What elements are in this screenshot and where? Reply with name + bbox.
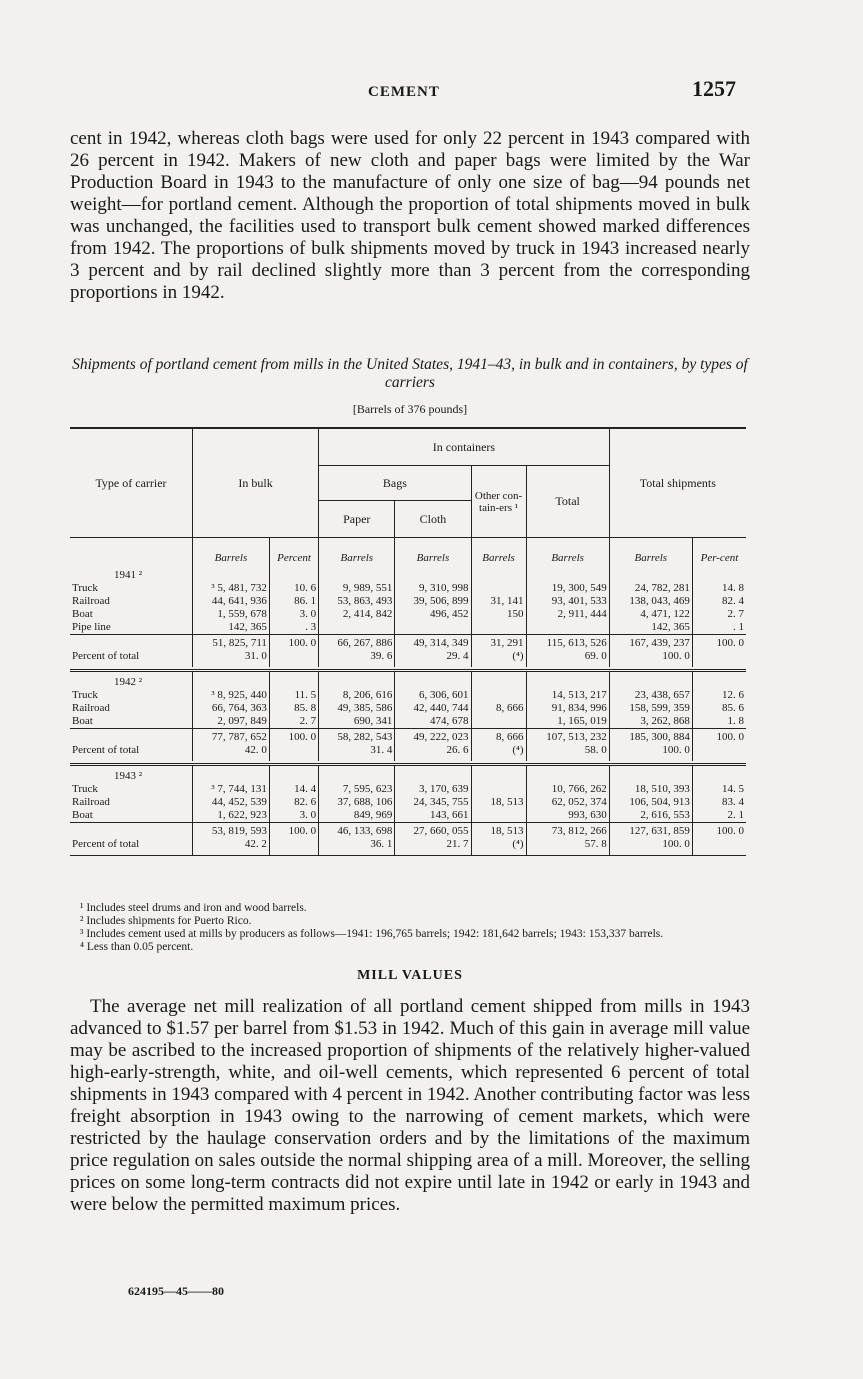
percent-cell: 69. 0 (526, 650, 609, 667)
table-cell: 14. 5 (692, 783, 746, 796)
subtotal-cell: 100. 0 (692, 729, 746, 745)
empty-cell (609, 565, 692, 582)
empty-cell (395, 565, 471, 582)
table-row (70, 621, 746, 635)
table-cell (319, 621, 395, 635)
subtotal-cell: 53, 819, 593 (193, 823, 270, 839)
units-cell: Barrels (395, 538, 471, 566)
table-cell: 993, 630 (526, 809, 609, 823)
table-cell: 3, 262, 868 (609, 715, 692, 729)
table-cell: 1, 622, 923 (193, 809, 270, 823)
table-cell: 8, 666 (471, 702, 526, 715)
table-cell: 474, 678 (395, 715, 471, 729)
footnote: ³ Includes cement used at mills by producers as follows—1941: 196,765 barrels; 1942: 181,642 barrels; 1943: 153,337 barrels. (80, 928, 664, 940)
header-cloth: Cloth (395, 501, 471, 538)
table-cell: 86. 1 (269, 595, 318, 608)
subtotal-label (70, 635, 193, 651)
subtotal-cell: 100. 0 (692, 635, 746, 651)
carrier-label: Truck (72, 783, 98, 795)
table-cell: ³ 5, 481, 732 (193, 582, 270, 595)
subtotal-label (70, 729, 193, 745)
footnote: ⁴ Less than 0.05 percent. (80, 941, 194, 953)
subtotal-cell: 51, 825, 711 (193, 635, 270, 651)
table-cell: 6, 306, 601 (395, 689, 471, 702)
table-cell: 150 (471, 608, 526, 621)
empty-cell (319, 765, 395, 784)
empty-cell (692, 565, 746, 582)
table-cell: ³ 8, 925, 440 (193, 689, 270, 702)
percent-cell (269, 744, 318, 761)
table-cell: 14, 513, 217 (526, 689, 609, 702)
footnote: ¹ Includes steel drums and iron and wood barrels. (80, 902, 307, 914)
empty-cell (526, 765, 609, 784)
table-cell: 9, 989, 551 (319, 582, 395, 595)
year-label: 1943 ² (114, 770, 143, 782)
empty-cell (269, 565, 318, 582)
year-row (70, 671, 746, 690)
table-cell: 143, 661 (395, 809, 471, 823)
units-cell: Barrels (526, 538, 609, 566)
running-header-title: CEMENT (368, 84, 440, 100)
table-cell: 7, 595, 623 (319, 783, 395, 796)
table-cell: . 1 (692, 621, 746, 635)
table-cell: 66, 764, 363 (193, 702, 270, 715)
table-cell (471, 689, 526, 702)
subtotal-cell: 27, 660, 055 (395, 823, 471, 839)
units-cell: Barrels (319, 538, 395, 566)
percent-cell: 100. 0 (609, 744, 692, 761)
empty-cell (395, 671, 471, 690)
table-cell: 18, 510, 393 (609, 783, 692, 796)
mill-values-paragraph (70, 996, 750, 1216)
print-code: 624195—45——80 (128, 1284, 224, 1298)
table-row (70, 595, 746, 608)
year-row (70, 565, 746, 582)
percent-cell: 29. 4 (395, 650, 471, 667)
table-row (70, 783, 746, 796)
empty-cell (319, 671, 395, 690)
empty-cell (692, 765, 746, 784)
table-row (70, 702, 746, 715)
year-label: 1941 ² (114, 569, 143, 581)
empty-cell (395, 765, 471, 784)
subtotal-cell: 58, 282, 543 (319, 729, 395, 745)
carrier-label: Boat (72, 809, 93, 821)
table-cell: 83. 4 (692, 796, 746, 809)
table-cell (471, 783, 526, 796)
table-row (70, 796, 746, 809)
table-units-note: [Barrels of 376 pounds] (352, 402, 468, 416)
subtotal-cell: 100. 0 (269, 729, 318, 745)
table-cell: 2. 7 (269, 715, 318, 729)
table-cell: 44, 452, 539 (193, 796, 270, 809)
table-cell: 14. 4 (269, 783, 318, 796)
table-cell: 62, 052, 374 (526, 796, 609, 809)
carrier-label: Truck (72, 582, 98, 594)
table-row (70, 608, 746, 621)
header-total-shipments: Total shipments (609, 428, 746, 538)
table-body (70, 538, 746, 856)
percent-cell: 36. 1 (319, 838, 395, 856)
header-bags: Bags (319, 466, 471, 501)
percent-cell: 31. 4 (319, 744, 395, 761)
subtotal-cell: 77, 787, 652 (193, 729, 270, 745)
table-cell: 53, 863, 493 (319, 595, 395, 608)
subtotal-cell: 100. 0 (269, 823, 318, 839)
header-in-bulk: In bulk (193, 428, 319, 538)
subtotal-cell: 107, 513, 232 (526, 729, 609, 745)
percent-cell: (⁴) (471, 744, 526, 761)
table-cell: 91, 834, 996 (526, 702, 609, 715)
subtotal-cell: 49, 222, 023 (395, 729, 471, 745)
table-cell: 690, 341 (319, 715, 395, 729)
units-cell: Barrels (471, 538, 526, 566)
percent-cell: 39. 6 (319, 650, 395, 667)
table-cell: 39, 506, 899 (395, 595, 471, 608)
percent-cell: 42. 0 (193, 744, 270, 761)
table-cell: 106, 504, 913 (609, 796, 692, 809)
percent-row (70, 838, 746, 856)
table-cell: 1, 165, 019 (526, 715, 609, 729)
percent-cell: 57. 8 (526, 838, 609, 856)
percent-cell: 100. 0 (609, 838, 692, 856)
percent-cell (692, 838, 746, 856)
table-cell: 9, 310, 998 (395, 582, 471, 595)
table-caption: Shipments of portland cement from mills in the United States, 1941–43, in bulk and in containers, by types of carriers (72, 356, 748, 391)
table-cell: 11. 5 (269, 689, 318, 702)
table-cell: 44, 641, 936 (193, 595, 270, 608)
header-in-containers: In containers (319, 428, 610, 466)
percent-cell: 31. 0 (193, 650, 270, 667)
empty-cell (269, 671, 318, 690)
empty-cell (193, 765, 270, 784)
subtotal-cell: 185, 300, 884 (609, 729, 692, 745)
table-cell (471, 582, 526, 595)
table-cell: 138, 043, 469 (609, 595, 692, 608)
table-row (70, 809, 746, 823)
table-cell: 23, 438, 657 (609, 689, 692, 702)
percent-of-total-label: Percent of total (72, 744, 140, 756)
table-footnotes (70, 902, 750, 954)
units-row (70, 538, 746, 566)
carrier-label: Boat (72, 608, 93, 620)
table-row (70, 689, 746, 702)
empty-cell (609, 671, 692, 690)
percent-cell: 42. 2 (193, 838, 270, 856)
header-other-containers: Other con-tain-ers ¹ (471, 466, 526, 538)
empty-cell (471, 565, 526, 582)
table-cell: 49, 385, 586 (319, 702, 395, 715)
table-cell (395, 621, 471, 635)
percent-row (70, 650, 746, 667)
subtotal-cell: 127, 631, 859 (609, 823, 692, 839)
intro-paragraph-text: cent in 1942, whereas cloth bags were used for only 22 percent in 1943 compared with 26 percent in 1942. Makers of new cloth and paper bags were limited by the War Production Board in 1943 to the manufacture of only one size of bag—94 pounds net weight—for portland cement. Although the proportion of total shipments moved in bulk was unchanged, the facilities used to transport bulk cement showed marked differences from 1942. The proportions of bulk shipments moved by truck in 1943 increased nearly 3 percent and by rail declined slightly more than 3 percent from the corresponding proportions in 1942. (70, 128, 750, 303)
table-cell (526, 621, 609, 635)
units-cell: Barrels (193, 538, 270, 566)
table-cell: 2. 7 (692, 608, 746, 621)
table-cell: 3. 0 (269, 809, 318, 823)
carrier-label: Railroad (72, 702, 110, 714)
table-cell: 82. 6 (269, 796, 318, 809)
year-row (70, 765, 746, 784)
table-cell: 158, 599, 359 (609, 702, 692, 715)
table-cell: 1. 8 (692, 715, 746, 729)
table-cell: 2. 1 (692, 809, 746, 823)
table-cell: 93, 401, 533 (526, 595, 609, 608)
empty-cell (692, 671, 746, 690)
empty-cell (471, 765, 526, 784)
table-cell: 42, 440, 744 (395, 702, 471, 715)
table-cell: 10, 766, 262 (526, 783, 609, 796)
percent-cell: (⁴) (471, 838, 526, 856)
mill-values-paragraph-text: The average net mill realization of all portland cement shipped from mills in 1943 advanced to $1.57 per barrel from $1.53 in 1942. Much of this gain in average mill value may be ascribed to the increased proportion of shipments of the relatively higher-valued high-early-strength, white, and oil-well cements, which represented 6 percent of total shipments in 1943 compared with 4 percent in 1942. Another contributing factor was less freight absorption in 1943 owing to the narrowing of cement markets, which were restricted by the haulage conservation orders and by the limitations of the maximum price regulation on sales outside the normal shipping area of a mill. Moreover, the selling prices on some long-term contracts did not expire until late in 1942 or early in 1943 and were below the permitted maximum prices. (70, 996, 750, 1215)
table-cell: 24, 345, 755 (395, 796, 471, 809)
header-paper: Paper (319, 501, 395, 538)
percent-cell: 26. 6 (395, 744, 471, 761)
subtotal-cell: 100. 0 (269, 635, 318, 651)
empty-cell (609, 765, 692, 784)
table-cell: 496, 452 (395, 608, 471, 621)
table-cell: 85. 8 (269, 702, 318, 715)
subtotal-cell: 66, 267, 886 (319, 635, 395, 651)
percent-cell: 100. 0 (609, 650, 692, 667)
table-cell: 24, 782, 281 (609, 582, 692, 595)
table-row (70, 582, 746, 595)
empty-cell (471, 671, 526, 690)
carrier-label: Pipe line (72, 621, 111, 633)
percent-row (70, 744, 746, 761)
subtotal-cell: 115, 613, 526 (526, 635, 609, 651)
table-cell: 10. 6 (269, 582, 318, 595)
units-cell: Per-cent (692, 538, 746, 566)
empty-cell (193, 671, 270, 690)
section-heading-mill-values: MILL VALUES (357, 968, 463, 983)
table-cell: 12. 6 (692, 689, 746, 702)
carrier-label: Railroad (72, 796, 110, 808)
table-cell (471, 715, 526, 729)
table-cell: ³ 7, 744, 131 (193, 783, 270, 796)
table-cell: 142, 365 (193, 621, 270, 635)
table-cell (471, 809, 526, 823)
subtotal-row (70, 729, 746, 745)
table-cell: 19, 300, 549 (526, 582, 609, 595)
subtotal-label (70, 823, 193, 839)
percent-cell (269, 838, 318, 856)
percent-cell: (⁴) (471, 650, 526, 667)
year-label: 1942 ² (114, 676, 143, 688)
table-cell (471, 621, 526, 635)
table-cell: 2, 414, 842 (319, 608, 395, 621)
percent-cell (692, 744, 746, 761)
table-cell: 8, 206, 616 (319, 689, 395, 702)
empty-cell (269, 765, 318, 784)
table-cell: 3. 0 (269, 608, 318, 621)
table-row (70, 715, 746, 729)
table-cell: 85. 6 (692, 702, 746, 715)
units-row-label (70, 538, 193, 566)
subtotal-cell: 46, 133, 698 (319, 823, 395, 839)
percent-cell: 58. 0 (526, 744, 609, 761)
shipments-table (70, 427, 746, 856)
table-cell: . 3 (269, 621, 318, 635)
table-cell: 2, 097, 849 (193, 715, 270, 729)
table-cell: 2, 616, 553 (609, 809, 692, 823)
subtotal-cell: 73, 812, 266 (526, 823, 609, 839)
percent-of-total-label: Percent of total (72, 650, 140, 662)
table-cell: 31, 141 (471, 595, 526, 608)
percent-cell (692, 650, 746, 667)
footnote: ² Includes shipments for Puerto Rico. (80, 915, 252, 927)
page-number: 1257 (692, 76, 736, 101)
table-cell: 82. 4 (692, 595, 746, 608)
intro-paragraph (70, 128, 750, 304)
table-cell: 4, 471, 122 (609, 608, 692, 621)
table-cell: 2, 911, 444 (526, 608, 609, 621)
empty-cell (193, 565, 270, 582)
table-cell: 18, 513 (471, 796, 526, 809)
subtotal-cell: 49, 314, 349 (395, 635, 471, 651)
subtotal-cell: 18, 513 (471, 823, 526, 839)
units-cell: Barrels (609, 538, 692, 566)
carrier-label: Truck (72, 689, 98, 701)
subtotal-cell: 8, 666 (471, 729, 526, 745)
subtotal-cell: 167, 439, 237 (609, 635, 692, 651)
percent-cell (269, 650, 318, 667)
table-cell: 37, 688, 106 (319, 796, 395, 809)
subtotal-cell: 31, 291 (471, 635, 526, 651)
empty-cell (319, 565, 395, 582)
table-cell: 14. 8 (692, 582, 746, 595)
percent-cell: 21. 7 (395, 838, 471, 856)
empty-cell (526, 671, 609, 690)
table-cell: 849, 969 (319, 809, 395, 823)
subtotal-row (70, 635, 746, 651)
table-cell: 1, 559, 678 (193, 608, 270, 621)
empty-cell (526, 565, 609, 582)
header-total: Total (526, 466, 609, 538)
header-type-of-carrier: Type of carrier (70, 428, 193, 538)
units-cell: Percent (269, 538, 318, 566)
carrier-label: Railroad (72, 595, 110, 607)
table-cell: 142, 365 (609, 621, 692, 635)
percent-of-total-label: Percent of total (70, 838, 193, 856)
table-cell: 3, 170, 639 (395, 783, 471, 796)
subtotal-cell: 100. 0 (692, 823, 746, 839)
carrier-label: Boat (72, 715, 93, 727)
subtotal-row (70, 823, 746, 839)
